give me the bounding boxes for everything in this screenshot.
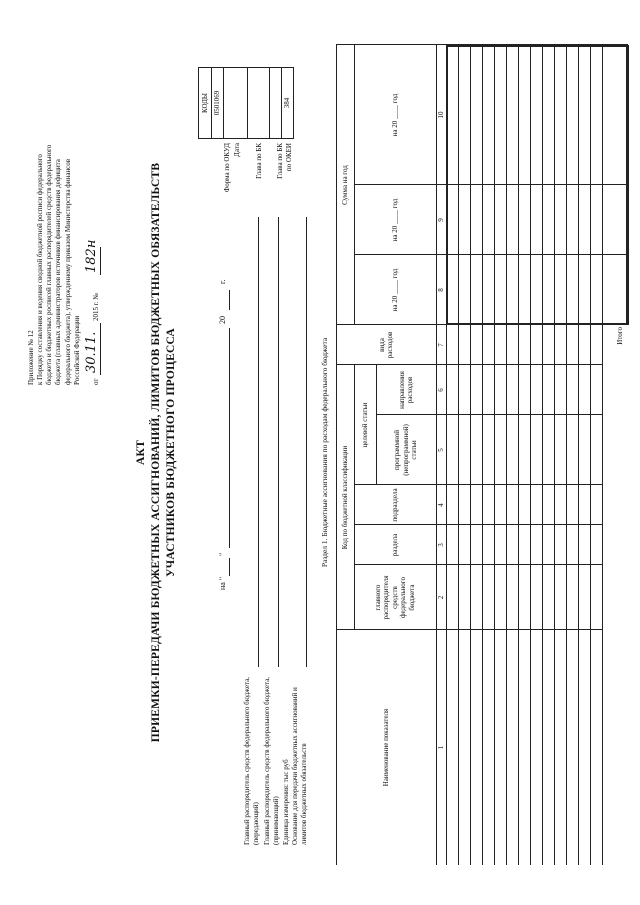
appendix-text — [36, 145, 82, 385]
col-napr-line: направления — [397, 371, 406, 409]
act-subtitle-1: ПРИЕМКИ-ПЕРЕДАЧИ БЮДЖЕТНЫХ АССИГНОВАНИЙ, ЛИМИТОВ БЮДЖЕТНЫХ ОБЯЗАТЕЛЬСТВ — [150, 162, 162, 743]
okud-label: Форма по ОКУД — [223, 143, 231, 193]
basis-label-2: лимитов бюджетных обязательств — [300, 743, 308, 845]
date-line-prefix: на " — [218, 576, 227, 590]
col-number: 1 — [436, 745, 445, 750]
year-prefix: на 20 — [390, 120, 399, 137]
date-handwritten: 30.11. — [84, 331, 99, 373]
order-number-handwritten: 182н — [84, 239, 99, 273]
col-gr-line: распорядителя — [382, 575, 391, 620]
receiver-label-2: (принимающий) — [272, 796, 280, 845]
col-gr-line: бюджета — [407, 584, 416, 611]
sender-label-1: Главный распорядитель средств федерального бюджета, — [243, 677, 251, 845]
receiver-label-1: Главный распорядитель средств федерального бюджета, — [263, 677, 271, 845]
col-number: 8 — [436, 288, 445, 292]
col-gr-line: федерального — [399, 577, 408, 619]
appendix-title: Приложение № 12 — [27, 330, 35, 385]
appendix-line: к Порядку составления и ведения сводной бюджетной росписи федерального — [36, 154, 44, 385]
okud-code: 0501069 — [212, 90, 221, 116]
receiver-line — [278, 217, 279, 667]
col-number: 4 — [436, 503, 445, 507]
col-napr-line: расходов — [406, 376, 414, 404]
appendix-line: федерального бюджета), утвержденному приказом Министерства финансов — [63, 158, 72, 385]
col-gr-line: главного — [373, 584, 382, 611]
total-label: Итого — [616, 327, 624, 345]
basis-line — [306, 217, 307, 667]
date-line-suffix: г. — [218, 279, 227, 284]
codes-header: КОДЫ — [200, 92, 209, 114]
col-number: 7 — [436, 343, 445, 347]
col-podrazdel-header: подраздела — [390, 488, 399, 522]
kbk-group-header: Код по бюджетной классификации — [340, 445, 349, 550]
okei-code: 384 — [282, 97, 291, 109]
act-title: АКТ — [135, 440, 147, 465]
okei-label: по ОКЕИ — [285, 143, 293, 172]
basis-label-1: Основание для передачи бюджетных ассигнований и — [291, 687, 299, 845]
col-vid-line: расходов — [386, 331, 394, 359]
col-gr-header — [354, 565, 436, 630]
act-subtitle-2: УЧАСТНИКОВ БЮДЖЕТНОГО ПРОЦЕССА — [165, 328, 177, 577]
year-prefix: на 20 — [390, 225, 399, 242]
unit-label: Единица измерения: тыс руб — [282, 759, 290, 845]
col-prog-line: статьи — [410, 440, 419, 460]
col-name-header: Наименование показателя — [381, 708, 390, 787]
appendix-line: Российской Федерации — [72, 315, 81, 385]
col-number: 5 — [436, 448, 445, 452]
appendix-line: бюджета и бюджетных росписей главных распорядителей средств федерального — [45, 144, 54, 385]
appendix-date-row — [84, 85, 102, 385]
col-razdel-header: раздела — [390, 533, 399, 557]
sum-group-header: Сумма на год — [340, 165, 349, 205]
col-napr-header — [376, 365, 436, 415]
year-col-3: на 20 ____ год — [390, 93, 399, 137]
col-number: 3 — [436, 543, 445, 547]
year-col-2: на 20 ____ год — [390, 198, 399, 242]
glava-label-1: Глава по БК — [255, 143, 263, 179]
sender-line — [258, 217, 259, 667]
year-suffix: год — [390, 198, 399, 209]
col-number: 2 — [436, 595, 445, 600]
col-number: 10 — [436, 111, 445, 119]
glava-label-2: Глава по БК — [276, 143, 284, 179]
date-year: 2015 г. № — [92, 292, 100, 321]
appendix-line: бюджета (главных администраторов источников финансирования дефицита — [54, 159, 63, 385]
date-line-quote: " — [218, 552, 227, 556]
year-prefix: на 20 — [390, 295, 399, 312]
col-prog-line: (непрограммной) — [401, 424, 410, 476]
codes-box — [198, 67, 294, 139]
date-line-year: 20 — [218, 316, 227, 324]
budget-table — [336, 45, 628, 865]
year-suffix: год — [390, 93, 399, 104]
sender-label-2: (передающий) — [252, 802, 260, 845]
section-title: Раздел 1. Бюджетные ассигнования по расходам федерального бюджета — [320, 337, 329, 568]
col-number: 9 — [436, 218, 445, 222]
cs-group-header: целевой статьи — [360, 402, 369, 448]
col-number: 6 — [436, 388, 445, 392]
col-vid-line: вида — [377, 338, 386, 352]
col-prog-line: программной — [393, 429, 402, 471]
year-suffix: год — [390, 268, 399, 279]
date-prefix: от — [92, 378, 100, 385]
sum-block-border — [446, 45, 628, 325]
date-label: Дата — [233, 143, 241, 157]
col-prog-header — [376, 415, 436, 485]
col-vid-header — [336, 325, 436, 365]
act-date-line — [218, 230, 232, 590]
year-col-1: на 20 ____ год — [390, 268, 399, 312]
col-gr-line: средств — [390, 586, 399, 609]
